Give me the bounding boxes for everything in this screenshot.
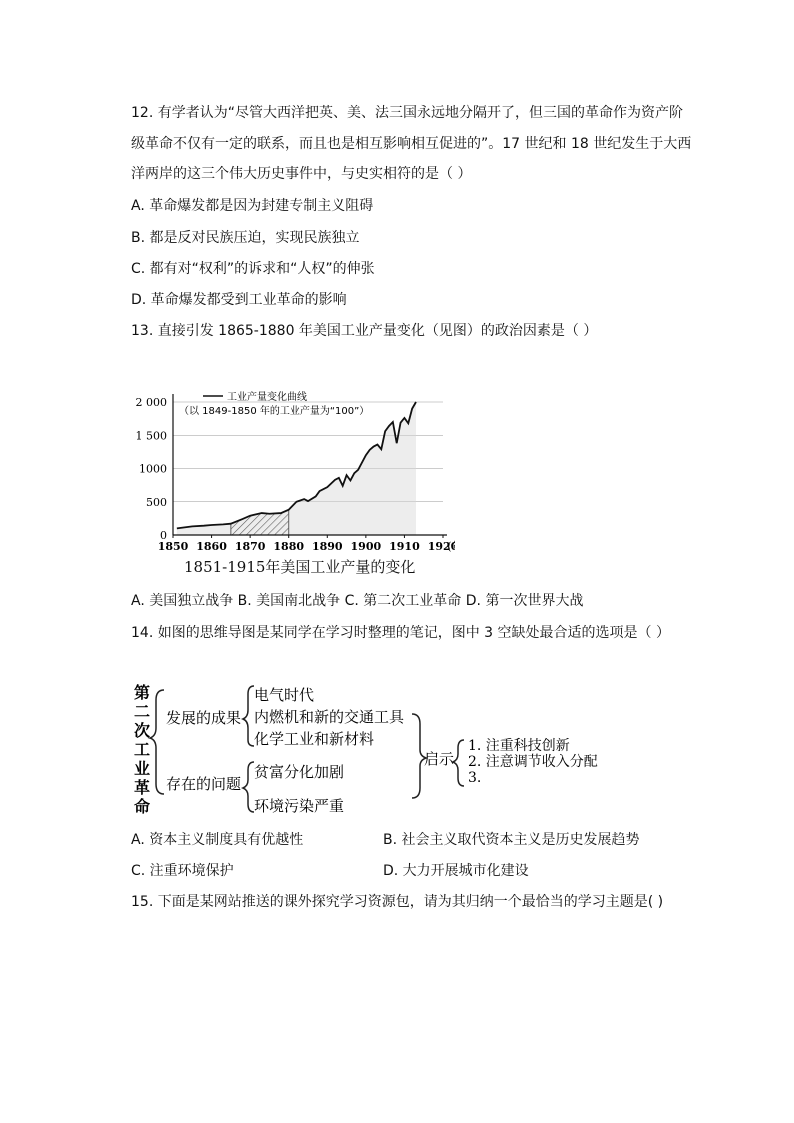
q15-stem: 15. 下面是某网站推送的课外探究学习资源包，请为其归纳一个最恰当的学习主题是( ) (131, 894, 664, 910)
q14-option-b: B. 社会主义取代资本主义是历史发展趋势 (383, 832, 640, 848)
mindmap-title-char: 第 (133, 683, 151, 702)
branch1-item-3: 化学工业和新材料 (254, 730, 375, 748)
mind-map (128, 680, 628, 820)
y-tick-label: 2 000 (135, 396, 167, 409)
inspire-label: 启示 (424, 750, 455, 768)
q14-option-d: D. 大力开展城市化建设 (383, 863, 529, 879)
inspire-item-1: 1. 注重科技创新 (468, 738, 570, 754)
main-brace (150, 690, 164, 794)
mindmap-title-char: 革 (133, 778, 151, 797)
legend-note: （以 1849-1850 年的工业产量为“100”） (179, 406, 370, 417)
mindmap-title-char: 命 (133, 797, 151, 816)
mind-map-svg (128, 680, 628, 820)
inspire-item-3: 3. (468, 770, 482, 786)
inspire-item-2: 2. 注意调节收入分配 (468, 754, 598, 770)
mindmap-title-char: 二 (133, 702, 151, 721)
x-tick-label: 1870 (234, 540, 266, 553)
branch1-item-2: 内燃机和新的交通工具 (254, 708, 405, 726)
x-tick-label: 1890 (311, 540, 343, 553)
branch1-brace (243, 686, 254, 746)
q14-option-a: A. 资本主义制度具有优越性 (131, 832, 304, 848)
branch2-brace (243, 762, 254, 812)
legend-entry: 工业产量变化曲线 (227, 392, 307, 403)
x-tick-label: 1880 (273, 540, 305, 553)
x-tick-label: 1850 (157, 540, 189, 553)
q14-stem: 14. 如图的思维导图是某同学在学习时整理的笔记，图中 3 空缺处最合适的选项是（ ） (131, 625, 670, 641)
branch2-label: 存在的问题 (166, 775, 242, 793)
y-tick-label: 0 (160, 529, 167, 542)
q12-stem-line3: 洋两岸的这三个伟大历史事件中，与史实相符的是（ ） (131, 166, 472, 182)
branch1-item-1: 电气时代 (254, 686, 315, 704)
q13-stem: 13. 直接引发 1865-1880 年美国工业产量变化（见图）的政治因素是（ ） (131, 323, 598, 339)
y-tick-label: 1 500 (135, 429, 167, 443)
q13-options: A. 美国独立战争 B. 美国南北战争 C. 第二次工业革命 D. 第一次世界大战 (131, 593, 584, 609)
inspire-brace (453, 740, 464, 786)
chart-svg (125, 380, 455, 580)
mindmap-title-char: 次 (133, 721, 151, 740)
x-tick-label: 1860 (196, 540, 227, 553)
x-tick-label: 1910 (389, 540, 420, 553)
mindmap-vertical-title (134, 683, 150, 816)
y-tick-label: 500 (146, 495, 167, 509)
x-tick-label: 1900 (350, 540, 382, 553)
q12-option-c: C. 都有对“权利”的诉求和“人权”的伸张 (131, 261, 375, 277)
q12-option-a: A. 革命爆发都是因为封建专制主义阻碍 (131, 198, 374, 214)
branch2-item-2: 环境污染严重 (254, 797, 345, 815)
q12-option-b: B. 都是反对民族压迫，实现民族独立 (131, 230, 360, 246)
mindmap-title-char: 工 (133, 740, 151, 759)
q12-option-d: D. 革命爆发都受到工业革命的影响 (131, 292, 347, 308)
industrial-output-chart (125, 380, 455, 580)
branch1-label: 发展的成果 (166, 709, 242, 727)
q12-stem-line1: 12. 有学者认为“尽管大西洋把英、美、法三国永远地分隔开了，但三国的革命作为资产阶 (131, 105, 683, 121)
chart-title: 1851-1915年美国工业产量的变化 (184, 558, 416, 576)
x-tick-label: 1920 (427, 540, 455, 553)
y-tick-label: 1000 (139, 462, 167, 476)
branch2-item-1: 贫富分化加剧 (254, 763, 345, 781)
x-axis-label: ( (447, 540, 452, 553)
mindmap-title-char: 业 (133, 759, 151, 778)
q14-option-c: C. 注重环境保护 (131, 863, 234, 879)
q12-stem-line2: 级革命不仅有一定的联系，而且也是相互影响相互促进的”。17 世纪和 18 世纪发生于大西 (131, 136, 692, 152)
